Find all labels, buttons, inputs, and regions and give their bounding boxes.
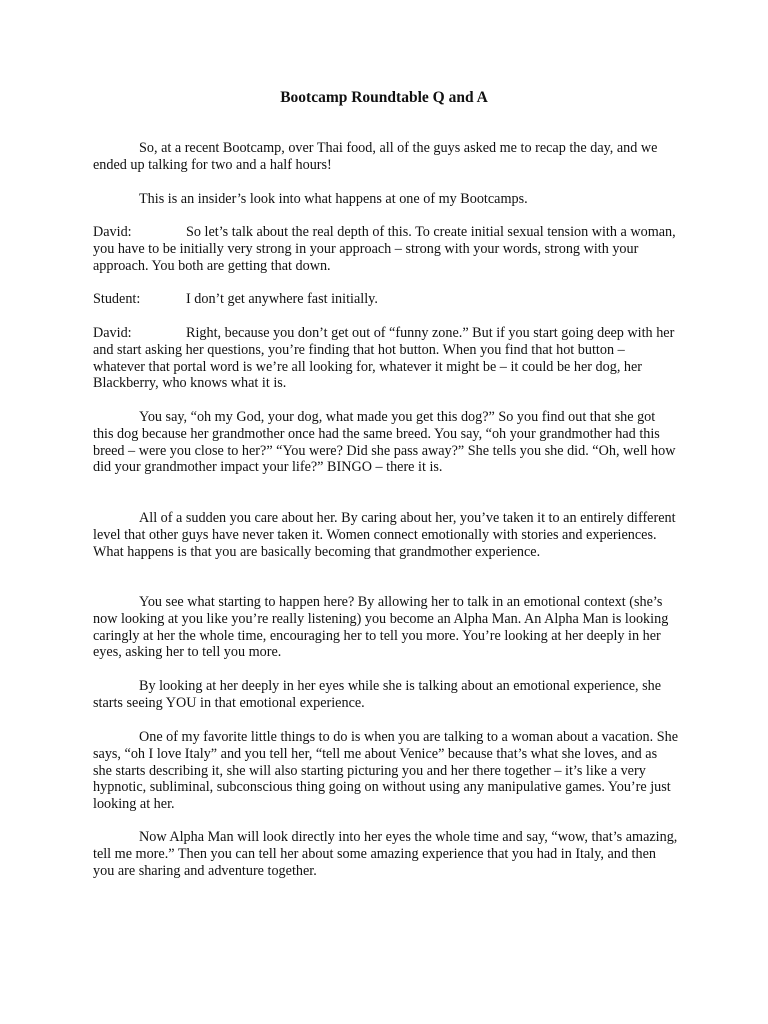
paragraph-8: Now Alpha Man will look directly into her eyes the whole time and say, “wow, that’s amazing, tell me more.” Then you can tell her about some amazing experience that you had in Italy, and then you are sharing and adventure together. <box>93 829 678 879</box>
paragraph-2: This is an insider’s look into what happens at one of my Bootcamps. <box>139 191 528 207</box>
dialog-text: So let’s talk about the real depth of this. To create initial sexual tension with a woman, you have to be initially very strong in your approach – strong with your words, strong with your approach. You both are getting that down. <box>93 224 676 274</box>
document-title: Bootcamp Roundtable Q and A <box>280 89 488 106</box>
dialog-student-1 <box>93 291 678 308</box>
paragraph-6: By looking at her deeply in her eyes while she is talking about an emotional experience, she starts seeing YOU in that emotional experience. <box>93 678 662 711</box>
speaker-label: David: <box>93 224 132 240</box>
dialog-text: Right, because you don’t get out of “funny zone.” But if you start going deep with her and start asking her questions, you’re finding that hot button. When you find that hot button – whatever that portal word is we’re all looking for, whatever it might be – it could be her dog, her Blackberry, who knows what it is. <box>93 325 675 392</box>
dialog-text: I don’t get anywhere fast initially. <box>186 291 378 307</box>
dialog-david-2 <box>93 325 678 392</box>
dialog-david-1 <box>93 224 678 274</box>
paragraph-3: You say, “oh my God, your dog, what made you get this dog?” So you find out that she got this dog because her grandmother once had the same breed. You say, “oh your grandmother had this breed – were you close to her?” “You were? Did she pass away?” She tells you she did. “Oh, well how did your grandmother impact your life?” BINGO – there it is. <box>93 409 676 476</box>
paragraph-1: So, at a recent Bootcamp, over Thai food, all of the guys asked me to recap the day, and we ended up talking for two and a half hours! <box>93 140 658 173</box>
speaker-label: David: <box>93 325 132 341</box>
paragraph-7: One of my favorite little things to do is when you are talking to a woman about a vacation. She says, “oh I love Italy” and you tell her, “tell me about Venice” because that’s what she loves, and as she starts describing it, she will also starting picturing you and her there together – it’s like a very hypnotic, subliminal, subconscious thing going on without using any manipulative games. You’re just looking at her. <box>93 729 679 813</box>
paragraph-5: You see what starting to happen here? By allowing her to talk in an emotional context (she’s now looking at you like you’re really listening) you become an Alpha Man. An Alpha Man is looking caringly at her the whole time, encouraging her to tell you more. You’re looking at her deeply in her eyes, asking her to tell you more. <box>93 594 669 661</box>
paragraph-4: All of a sudden you care about her. By caring about her, you’ve taken it to an entirely different level that other guys have never taken it. Women connect emotionally with stories and experiences. What happens is that you are basically becoming that grandmother experience. <box>93 510 676 560</box>
speaker-label: Student: <box>93 291 141 307</box>
